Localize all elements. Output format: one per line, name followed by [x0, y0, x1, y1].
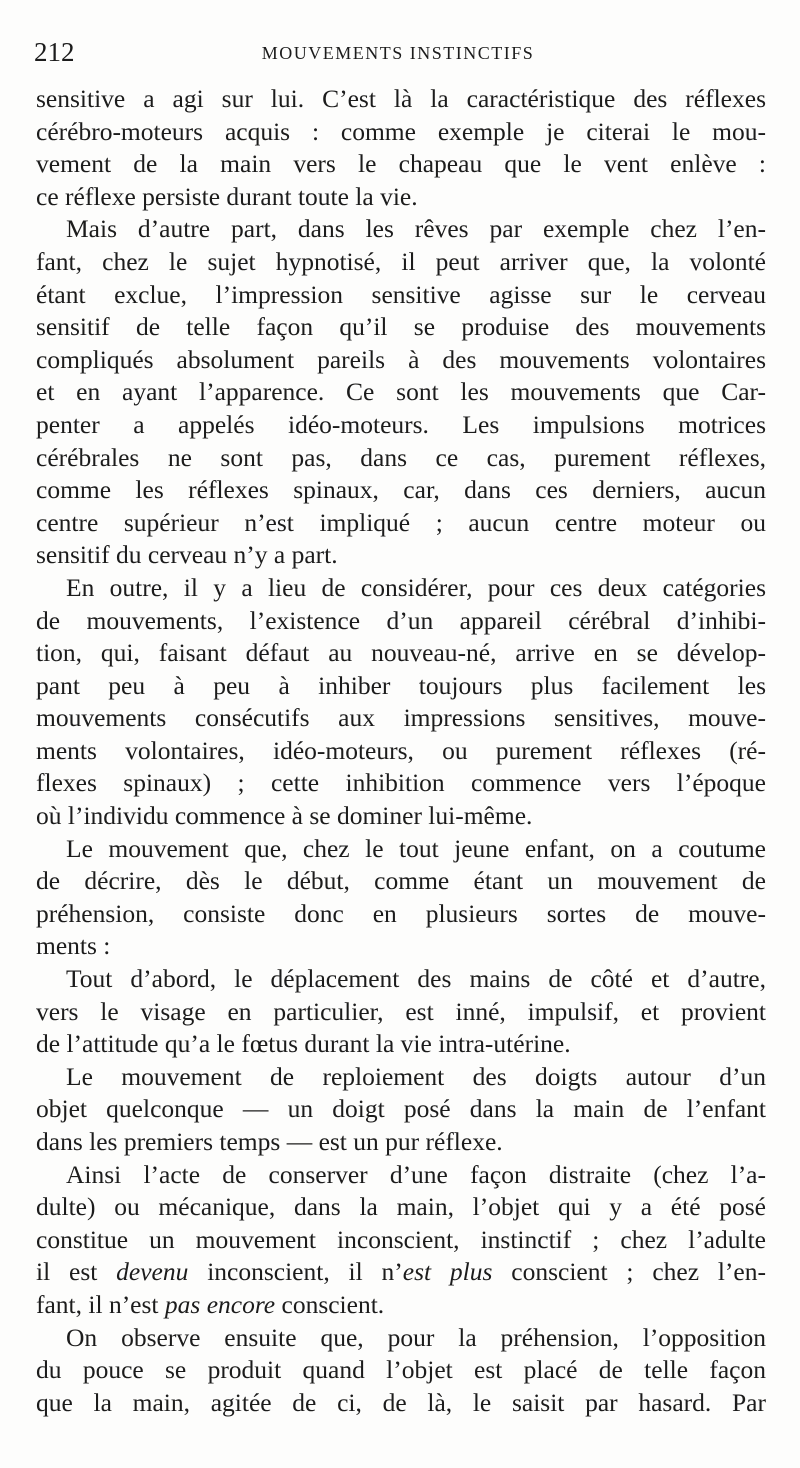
text-line: où l’individu commence à se dominer lui-même.	[36, 801, 533, 831]
text-line: penter a appelés idéo-moteurs. Les impulsions motrices	[36, 409, 766, 439]
text-line: ments :	[36, 931, 111, 961]
paragraph-start-line: En outre, il y a lieu de considérer, pour ces deux catégories	[66, 572, 766, 602]
italic-text: est plus	[402, 1257, 493, 1287]
page-number: 212	[34, 37, 75, 67]
text-line: de l’attitude qu’a le fœtus durant la vie intra-utérine.	[36, 1029, 571, 1059]
text-run: conscient.	[275, 1289, 385, 1319]
text-line	[36, 1256, 766, 1289]
text-line: sensitive a agi sur lui. C’est là la caractéristique des réflexes	[36, 84, 766, 113]
text-line: cérébrales ne sont pas, dans ce cas, purement réflexes,	[36, 442, 766, 472]
text-line: cérébro-moteurs acquis : comme exemple je citerai le mou-	[36, 116, 766, 146]
italic-text: pas encore	[164, 1289, 276, 1319]
paragraph-start-line: Le mouvement que, chez le tout jeune enfant, on a coutume	[66, 833, 766, 863]
text-line: centre supérieur n’est impliqué ; aucun centre moteur ou	[36, 507, 766, 537]
text-line: que la main, agitée de ci, de là, le saisit par hasard. Par	[36, 1387, 766, 1417]
text-line: de décrire, dès le début, comme étant un mouvement de	[36, 866, 766, 896]
text-line: préhension, consiste donc en plusieurs sortes de mouve-	[36, 898, 766, 928]
paragraph-start-line: Mais d’autre part, dans les rêves par exemple chez l’en-	[66, 214, 766, 244]
text-line: comme les réflexes spinaux, car, dans ces derniers, aucun	[36, 475, 766, 505]
text-line	[36, 1289, 766, 1322]
paragraph-start-line: On observe ensuite que, pour la préhension, l’opposition	[66, 1322, 766, 1352]
text-line: étant exclue, l’impression sensitive agisse sur le cerveau	[36, 279, 766, 309]
text-line: sensitif de telle façon qu’il se produise des mouvements	[36, 312, 766, 342]
body-text	[36, 83, 766, 1419]
text-run: il est	[36, 1257, 117, 1287]
text-run: inconscient, il n’	[188, 1257, 403, 1287]
text-line: constitue un mouvement inconscient, instinctif ; chez l’adulte	[36, 1224, 766, 1254]
paragraph-start-line: Tout d’abord, le déplacement des mains de côté et d’autre,	[66, 964, 766, 994]
text-line: de mouvements, l’existence d’un appareil cérébral d’inhibi-	[36, 605, 766, 635]
text-line: dans les premiers temps — est un pur réflexe.	[36, 1127, 503, 1156]
running-title: MOUVEMENTS INSTINCTIFS	[261, 43, 535, 63]
text-line: pant peu à peu à inhiber toujours plus facilement les	[36, 670, 766, 700]
italic-text: devenu	[116, 1257, 189, 1287]
text-run: conscient ; chez l’en-	[492, 1257, 766, 1287]
text-line: ments volontaires, idéo-moteurs, ou purement réflexes (ré-	[36, 735, 766, 765]
text-line: ce réflexe persiste durant toute la vie.	[36, 181, 418, 211]
text-line: vement de la main vers le chapeau que le vent enlève :	[36, 149, 766, 179]
text-line: compliqués absolument pareils à des mouvements volontaires	[36, 344, 766, 374]
text-line: sensitif du cerveau n’y a part.	[36, 540, 338, 570]
text-line: flexes spinaux) ; cette inhibition commence vers l’époque	[36, 768, 766, 798]
text-line: vers le visage en particulier, est inné, impulsif, et provient	[36, 996, 766, 1026]
text-line: fant, chez le sujet hypnotisé, il peut arriver que, la volonté	[36, 246, 766, 276]
text-line: mouvements consécutifs aux impressions sensitives, mouve-	[36, 703, 766, 733]
text-line: et en ayant l’apparence. Ce sont les mouvements que Car-	[36, 377, 766, 407]
running-head	[34, 34, 762, 70]
text-line: dulte) ou mécanique, dans la main, l’objet qui y a été posé	[36, 1192, 766, 1222]
text-line: objet quelconque — un doigt posé dans la main de l’enfant	[36, 1094, 766, 1124]
text-line: tion, qui, faisant défaut au nouveau-né, arrive en se dévelop-	[36, 638, 766, 668]
text-line: du pouce se produit quand l’objet est placé de telle façon	[36, 1355, 766, 1385]
paragraph-start-line: Ainsi l’acte de conserver d’une façon distraite (chez l’a-	[66, 1159, 766, 1189]
paragraph-start-line: Le mouvement de reploiement des doigts autour d’un	[66, 1061, 766, 1091]
text-run: fant, il n’est	[36, 1289, 165, 1319]
